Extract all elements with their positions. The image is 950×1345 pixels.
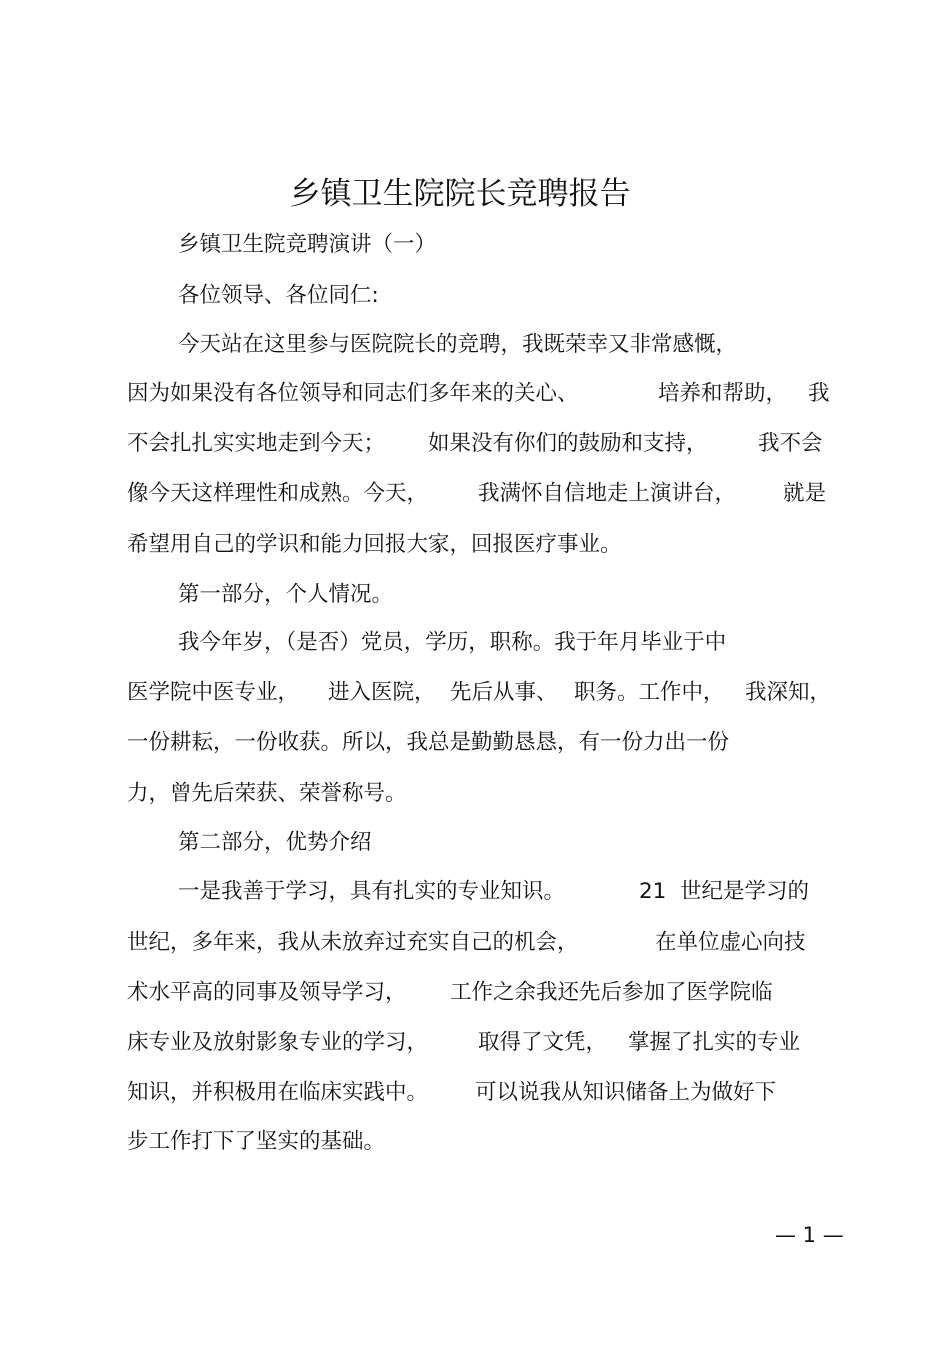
text-segment: 世纪，多年来，我从未放弃过充实自己的机会，	[127, 930, 579, 955]
text-segment: 就是	[783, 481, 827, 506]
paragraph-2-line-1: 我今年岁，（是否）党员，学历，职称。我于年月毕业于中	[178, 630, 727, 655]
text-segment: 进入医院，	[328, 680, 436, 705]
section-heading-1: 第一部分，个人情况。	[178, 582, 394, 607]
text-segment: 培养和帮助，	[658, 381, 788, 406]
text-segment: 可以说我从知识储备上为做好下	[475, 1080, 777, 1105]
text-segment: 我满怀自信地走上演讲台，	[478, 481, 737, 506]
text-segment: 世纪是学习的	[680, 879, 810, 904]
text-segment: 术水平高的同事及领导学习，	[127, 980, 407, 1005]
paragraph-2-line-3: 一份耕耘，一份收获。所以，我总是勤勤恳恳，有一份力出一份	[127, 730, 730, 755]
text-segment: 我	[808, 381, 830, 406]
text-segment: 21	[639, 879, 667, 904]
text-segment: 工作之余我还先后参加了医学院临	[450, 980, 773, 1005]
text-segment: 因为如果没有各位领导和同志们多年来的关心、	[127, 381, 579, 406]
text-segment: 我深知，	[745, 680, 832, 705]
text-segment: 先后从事、	[450, 680, 558, 705]
text-segment: 一是我善于学习，具有扎实的专业知识。	[178, 879, 566, 904]
text-segment: 职务。工作中，	[574, 680, 725, 705]
subtitle: 乡镇卫生院竞聘演讲（一）	[178, 232, 437, 257]
paragraph-3-line-6: 步工作打下了坚实的基础。	[127, 1129, 386, 1154]
page-number: — 1 —	[775, 1223, 844, 1247]
text-segment: 床专业及放射影象专业的学习，	[127, 1030, 429, 1055]
document-title: 乡镇卫生院院长竞聘报告	[289, 176, 631, 212]
text-segment: 我不会	[758, 431, 823, 456]
text-segment: 不会扎扎实实地走到今天；	[127, 431, 386, 456]
text-segment: 如果没有你们的鼓励和支持，	[428, 431, 708, 456]
text-segment: 医学院中医专业，	[127, 680, 300, 705]
text-segment: 掌握了扎实的专业	[628, 1030, 801, 1055]
paragraph-1-line-5: 希望用自己的学识和能力回报大家，回报医疗事业。	[127, 532, 622, 557]
text-segment: 取得了文凭，	[478, 1030, 608, 1055]
greeting: 各位领导、各位同仁:	[178, 283, 379, 308]
text-segment: 在单位虚心向技	[655, 930, 806, 955]
section-heading-2: 第二部分，优势介绍	[178, 830, 372, 855]
text-segment: 像今天这样理性和成熟。今天，	[127, 481, 429, 506]
text-segment: 知识，并积极用在临床实践中。	[127, 1080, 429, 1105]
paragraph-2-line-4: 力，曾先后荣获、荣誉称号。	[127, 781, 407, 806]
paragraph-1-line-1: 今天站在这里参与医院院长的竞聘，我既荣幸又非常感慨，	[178, 332, 738, 357]
